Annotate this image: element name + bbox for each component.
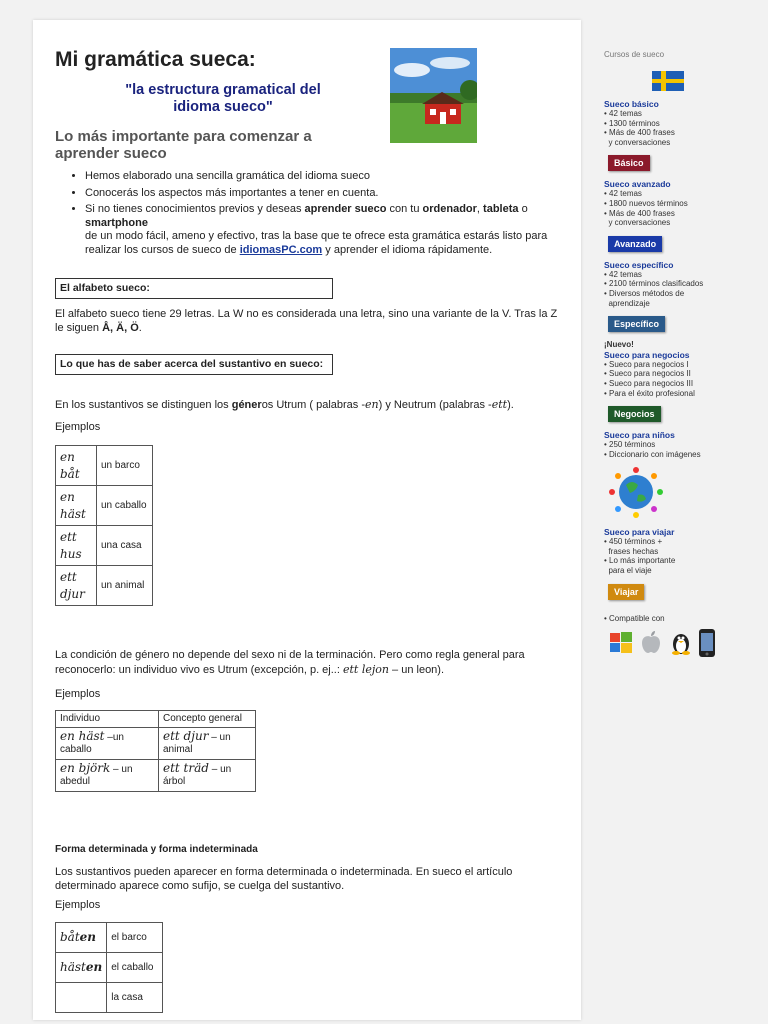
course-title[interactable]: Sueco para viajar	[604, 527, 675, 538]
definite-heading: Forma determinada y forma indeterminada	[55, 844, 258, 855]
list-item: • Conocerás los aspectos más importantes a tener en cuenta.	[85, 187, 581, 201]
gender-text: En los sustantivos se distinguen los géneros Utrum ( palabras -en) y Neutrum (palabras -ett).	[55, 398, 514, 411]
basico-button[interactable]: Básico	[608, 155, 650, 171]
smartphone-icon	[698, 629, 716, 657]
table-row: en häst –un caballo ett djur – un animal	[56, 727, 256, 759]
intro-heading: Lo más importante para comenzar a aprender sueco	[55, 128, 312, 162]
definite-table	[55, 922, 163, 1013]
course-negocios: ¡Nuevo! Sueco para negocios • Sueco para negocios I • Sueco para negocios II • Sueco para negocios III • Para el éxito profesional Negocios	[604, 340, 764, 430]
platform-icons	[608, 629, 764, 657]
page-title: Mi gramática sueca:	[55, 48, 256, 71]
examples-label: Ejemplos	[55, 899, 101, 911]
table-row: la casa	[56, 983, 163, 1013]
course-ninos: Sueco para niños • 250 términos • Diccionario con imágenes	[604, 430, 764, 521]
noun-heading: Lo que has de saber acerca del sustantivo en sueco:	[55, 354, 333, 375]
alphabet-text: El alfabeto sueco tiene 29 letras. La W no es considerada una letra, sino una variante de la V. Tras la Z le siguen Å, Ä, Ö.	[55, 308, 558, 334]
intro-bullets	[55, 170, 581, 260]
course-title[interactable]: Sueco avanzado	[604, 179, 671, 190]
course-avanzado: Sueco avanzado • 42 temas • 1800 nuevos términos • Más de 400 frases y conversaciones Avanzado	[604, 179, 764, 259]
list-item: • Hemos elaborado una sencilla gramática del idioma sueco	[85, 170, 581, 184]
viajar-button[interactable]: Viajar	[608, 584, 644, 600]
apple-icon	[638, 629, 664, 655]
course-title[interactable]: Sueco básico	[604, 99, 659, 109]
table-row: Individuo Concepto general	[56, 711, 256, 728]
examples-label: Ejemplos	[55, 421, 101, 433]
article-page	[33, 20, 581, 1020]
examples-label: Ejemplos	[55, 688, 101, 700]
windows-icon	[608, 629, 634, 655]
course-title[interactable]: Sueco para niños	[604, 430, 675, 441]
alphabet-heading: El alfabeto sueco:	[55, 278, 333, 299]
new-badge: ¡Nuevo!	[604, 340, 634, 350]
table-row: en björk – un abedul ett träd – un árbol	[56, 759, 256, 791]
individual-table	[55, 710, 256, 792]
idiomaspc-link[interactable]: idiomasPC.com	[239, 243, 323, 256]
course-title[interactable]: Sueco para negocios	[604, 349, 690, 360]
course-basico: Sueco básico • 42 temas • 1300 términos • Más de 400 frases y conversaciones Básico	[604, 99, 764, 179]
table-row: en häst un caballo	[56, 486, 153, 526]
definite-text: Los sustantivos pueden aparecer en forma determinada o indeterminada. En sueco el artículo determinado aparece como sufijo, se cuelga del sustantivo.	[55, 866, 513, 892]
table-row: hästen el caballo	[56, 953, 163, 983]
table-row: ett hus una casa	[56, 526, 153, 566]
gender-table	[55, 445, 153, 606]
course-viajar: Sueco para viajar • 450 términos + frases hechas • Lo más importante para el viaje Viajar	[604, 527, 764, 607]
compatible-label: • Compatible con	[604, 613, 665, 623]
linux-icon	[668, 629, 694, 655]
swedish-flag-icon	[652, 71, 764, 93]
course-especifico: Sueco específico • 42 temas • 2100 términos clasificados • Diversos métodos de aprendizaje Específico	[604, 260, 764, 340]
table-row: ett djur un animal	[56, 566, 153, 606]
especifico-button[interactable]: Específico	[608, 316, 665, 332]
avanzado-button[interactable]: Avanzado	[608, 236, 662, 252]
table-row: båten el barco	[56, 923, 163, 953]
hero-image-red-house	[390, 48, 477, 143]
page-subtitle: "la estructura gramatical del idioma sueco"	[125, 82, 321, 115]
gender-rule-text: La condición de género no depende del sexo ni de la terminación. Pero como regla general para reconocerlo: un individuo vivo es Utrum (excepción, p. ej..: ett lejon – un leon).	[55, 649, 525, 676]
list-item: • Si no tienes conocimientos previos y deseas aprender sueco con tu ordenador, tableta o smartphone de un modo fácil, ameno y efectivo, tras la base que te ofrece esta gramática estarás listo para realizar los cursos de sueco de idiomasPC.com y aprender el idioma rápidamente.	[85, 203, 581, 257]
sidebar	[604, 50, 764, 657]
kids-globe-icon[interactable]	[608, 465, 764, 521]
table-row: en båt un barco	[56, 446, 153, 486]
course-title[interactable]: Sueco específico	[604, 259, 674, 270]
sidebar-top-label: Cursos de sueco	[604, 50, 665, 59]
negocios-button[interactable]: Negocios	[608, 406, 661, 422]
